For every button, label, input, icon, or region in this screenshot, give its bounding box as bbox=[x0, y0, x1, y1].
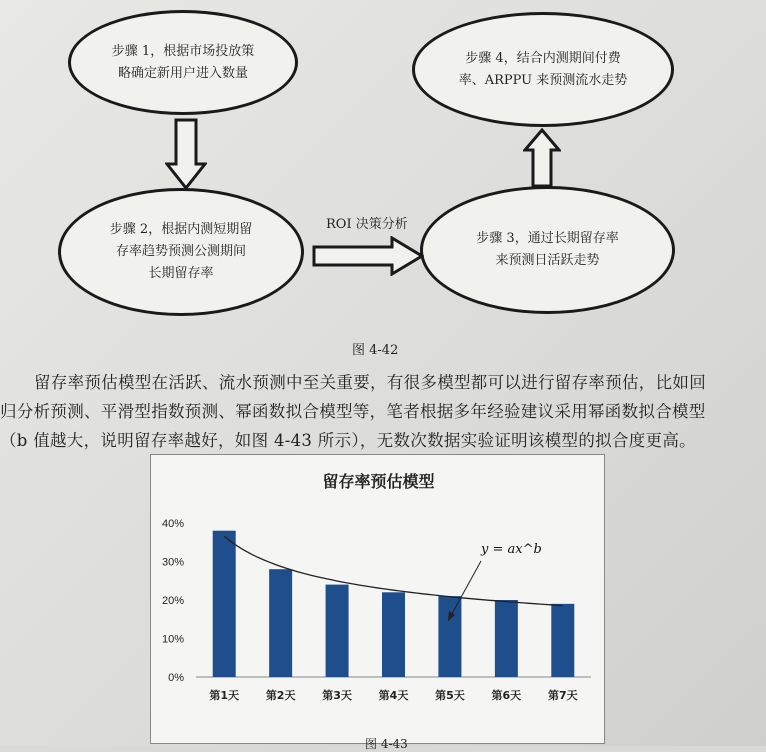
paragraph-line: （b 值越大，说明留存率越好，如图 4-43 所示），无数次数据实验证明该模型的拟合度更高。 bbox=[0, 431, 696, 450]
x-tick-label: 第5天 bbox=[435, 689, 465, 702]
step2-line: 存率趋势预测公测期间 bbox=[115, 244, 246, 259]
bar bbox=[326, 585, 349, 677]
step2-node bbox=[58, 188, 304, 316]
up-arrow-icon bbox=[523, 128, 561, 188]
x-tick-label: 第1天 bbox=[209, 689, 240, 702]
step1-line: 步骤 1，根据市场投放策 bbox=[111, 43, 255, 59]
step3-node bbox=[420, 186, 675, 314]
step3-line: 来预测日活跃走势 bbox=[495, 253, 600, 268]
x-tick-label: 第7天 bbox=[547, 689, 578, 702]
y-tick-label: 20% bbox=[161, 595, 184, 607]
right-arrow-icon bbox=[312, 236, 424, 276]
x-tick-label: 第2天 bbox=[265, 689, 296, 702]
step4-line: 率、ARPPU 来预测流水走势 bbox=[458, 72, 628, 88]
step3-line: 步骤 3，通过长期留存率 bbox=[476, 231, 619, 246]
annotation-leader-line bbox=[448, 561, 481, 621]
y-tick-label: 30% bbox=[161, 556, 184, 569]
chart-title: 留存率预估模型 bbox=[322, 472, 435, 491]
step4-node bbox=[412, 12, 674, 127]
bar bbox=[438, 596, 461, 677]
paragraph-line: 归分析预测、平滑型指数预测、幂函数拟合模型等，笔者根据多年经验建议采用幂函数拟合模型 bbox=[0, 402, 706, 421]
step2-line: 长期留存率 bbox=[148, 266, 214, 281]
body-paragraph bbox=[0, 368, 752, 455]
roi-label: ROI 决策分析 bbox=[326, 217, 408, 232]
y-tick-label: 10% bbox=[161, 633, 184, 646]
bar bbox=[382, 592, 405, 677]
figure-caption-4-42: 图 4-42 bbox=[352, 343, 399, 358]
x-tick-label: 第4天 bbox=[378, 689, 409, 702]
figure-caption-4-43: 图 4-43 bbox=[365, 737, 408, 751]
step1-line: 略确定新用户进入数量 bbox=[117, 65, 248, 81]
down-arrow-icon bbox=[165, 118, 207, 190]
bar bbox=[269, 569, 292, 677]
y-tick-label: 40% bbox=[161, 518, 184, 530]
retention-chart bbox=[150, 454, 605, 744]
bar bbox=[213, 531, 236, 677]
step4-line: 步骤 4，结合内测期间付费 bbox=[465, 50, 621, 66]
y-tick-label: 0% bbox=[168, 672, 184, 684]
chart-plot bbox=[151, 455, 606, 745]
x-tick-label: 第3天 bbox=[322, 689, 352, 702]
step1-node bbox=[68, 10, 298, 115]
bar bbox=[551, 604, 574, 677]
bar bbox=[495, 600, 518, 677]
step2-line: 步骤 2，根据内测短期留 bbox=[109, 222, 253, 237]
trendline-equation: y = ax^b bbox=[481, 542, 542, 557]
paragraph-line: 留存率预估模型在活跃、流水预测中至关重要，有很多模型都可以进行留存率预估，比如回 bbox=[34, 373, 706, 392]
x-tick-label: 第6天 bbox=[491, 689, 522, 702]
